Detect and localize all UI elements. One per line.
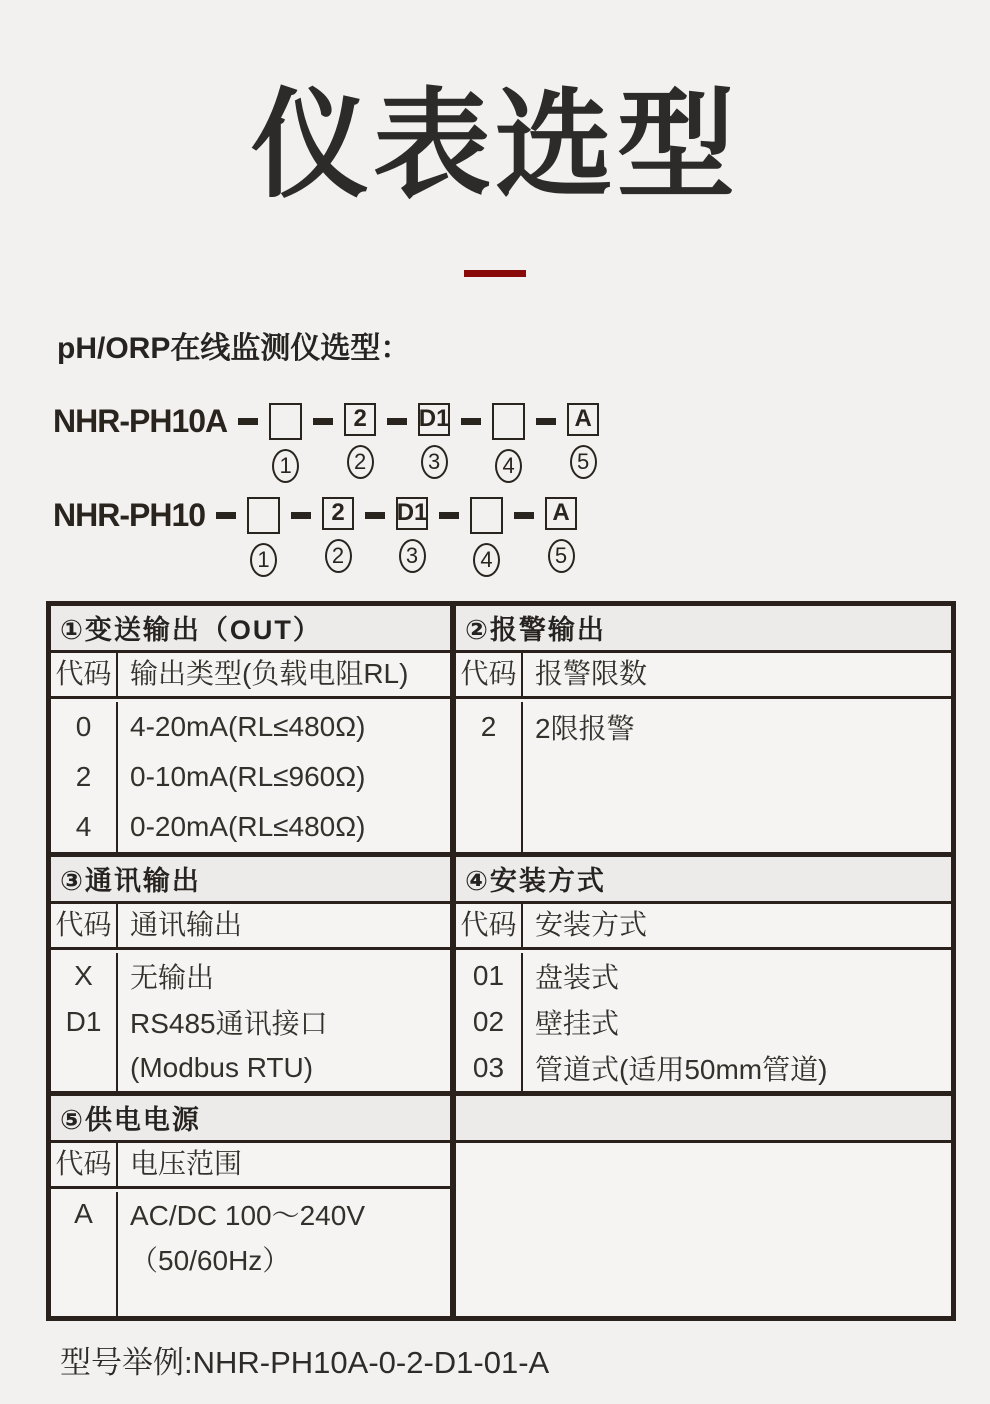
col-header-code: 代码 <box>460 909 517 941</box>
model-row-nhr-ph10 <box>53 497 990 577</box>
section-title: ②报警输出 <box>456 606 951 653</box>
empty-section-header <box>456 1096 951 1143</box>
model-segment <box>525 403 599 479</box>
desc-value: 盘装式 <box>535 961 620 993</box>
col-header-desc: 电压范围 <box>130 1147 243 1179</box>
section-title: ③通讯输出 <box>51 857 450 904</box>
model-code-box: A <box>545 497 577 530</box>
model-segment <box>450 403 525 483</box>
table-section-row-2 <box>51 852 951 1091</box>
code-value: A <box>74 1198 93 1230</box>
model-code-box: 2 <box>344 403 376 436</box>
position-marker: 4 <box>473 543 500 577</box>
dash-separator <box>461 418 481 425</box>
dash-separator <box>291 512 311 519</box>
model-code-box: 2 <box>322 497 354 530</box>
desc-value: 2限报警 <box>535 712 635 744</box>
position-marker: 2 <box>347 445 374 479</box>
col-header-desc: 报警限数 <box>535 657 648 689</box>
model-code-box <box>269 403 302 440</box>
model-segment <box>503 497 577 573</box>
section-power-supply <box>51 1096 450 1316</box>
model-row-nhr-ph10a <box>53 403 990 483</box>
model-code-box <box>470 497 503 534</box>
code-value: 2 <box>75 760 92 792</box>
selection-table <box>46 601 956 1321</box>
code-value: D1 <box>65 1005 102 1037</box>
section-transmit-output <box>51 606 450 852</box>
section-body <box>51 950 450 1091</box>
section-empty <box>456 1096 951 1316</box>
col-header-desc: 输出类型(负载电阻RL) <box>130 657 409 689</box>
column-header-row <box>51 653 450 699</box>
desc-value: 0-10mA(RL≤960Ω) <box>130 760 366 792</box>
model-segment <box>280 497 354 573</box>
position-marker: 5 <box>548 539 575 573</box>
model-segment <box>302 403 376 479</box>
column-header-row <box>51 1143 450 1189</box>
model-segment <box>205 497 280 577</box>
code-value: 2 <box>480 710 497 742</box>
position-marker: 3 <box>399 539 426 573</box>
col-header-code: 代码 <box>55 909 112 941</box>
model-prefix: NHR-PH10 <box>53 496 206 533</box>
desc-value: RS485通讯接口 <box>130 1007 328 1039</box>
col-header-desc: 安装方式 <box>535 908 648 940</box>
model-segment <box>354 497 428 573</box>
column-header-row <box>51 904 450 950</box>
section-mounting-style <box>456 857 951 1091</box>
dash-separator <box>216 512 236 519</box>
col-header-desc: 通讯输出 <box>130 908 243 940</box>
model-segment <box>376 403 450 479</box>
section-alarm-output <box>456 606 951 852</box>
position-marker: 3 <box>421 445 448 479</box>
page-title: 仪表选型 <box>250 80 739 212</box>
accent-dash <box>464 270 526 277</box>
model-segment <box>227 403 302 483</box>
code-value: 02 <box>472 1005 505 1037</box>
col-header-code: 代码 <box>55 658 112 690</box>
section-body <box>51 1189 450 1316</box>
section-communication-output <box>51 857 450 1091</box>
position-marker: 2 <box>325 539 352 573</box>
model-segment <box>428 497 503 577</box>
desc-value: 0-20mA(RL≤480Ω) <box>130 810 366 842</box>
section-body <box>51 699 450 852</box>
model-code-box: D1 <box>396 497 428 530</box>
model-code-box <box>492 403 525 440</box>
dash-separator <box>514 512 534 519</box>
table-section-row-3 <box>51 1091 951 1316</box>
code-value: 4 <box>75 810 92 842</box>
dash-separator <box>313 418 333 425</box>
section-title: ④安装方式 <box>456 857 951 904</box>
position-marker: 5 <box>570 445 597 479</box>
model-code-diagram <box>53 403 990 577</box>
section-heading: pH/ORP在线监测仪选型： <box>57 331 411 365</box>
position-marker: 1 <box>272 449 299 483</box>
empty-section-body <box>456 1143 951 1316</box>
section-body <box>456 950 951 1091</box>
code-value: 03 <box>472 1051 505 1083</box>
section-body <box>456 699 951 852</box>
col-header-code: 代码 <box>55 1148 112 1180</box>
dash-separator <box>387 418 407 425</box>
model-code-box: D1 <box>418 403 450 436</box>
column-header-row <box>456 904 951 950</box>
desc-value: 4-20mA(RL≤480Ω) <box>130 710 366 742</box>
dash-separator <box>536 418 556 425</box>
desc-value: AC/DC 100～240V <box>130 1200 366 1232</box>
desc-value: （50/60Hz） <box>130 1245 291 1277</box>
desc-value: 管道式(适用50mm管道) <box>535 1053 828 1085</box>
model-example: 型号举例:NHR-PH10A-0-2-D1-01-A <box>60 1344 550 1380</box>
code-value: 0 <box>75 710 92 742</box>
desc-value: 无输出 <box>130 961 215 993</box>
dash-separator <box>439 512 459 519</box>
dash-separator <box>365 512 385 519</box>
col-header-code: 代码 <box>460 658 517 690</box>
code-value: X <box>74 959 93 991</box>
desc-value: (Modbus RTU) <box>130 1051 314 1083</box>
column-header-row <box>456 653 951 699</box>
table-section-row-1 <box>51 606 951 852</box>
position-marker: 1 <box>250 543 277 577</box>
position-marker: 4 <box>495 449 522 483</box>
model-code-box <box>247 497 280 534</box>
code-value: 01 <box>472 959 505 991</box>
model-code-box: A <box>567 403 599 436</box>
dash-separator <box>238 418 258 425</box>
section-title: ①变送输出（OUT） <box>51 606 450 653</box>
model-prefix: NHR-PH10A <box>53 402 228 439</box>
desc-value: 壁挂式 <box>535 1007 620 1039</box>
section-title: ⑤供电电源 <box>51 1096 450 1143</box>
